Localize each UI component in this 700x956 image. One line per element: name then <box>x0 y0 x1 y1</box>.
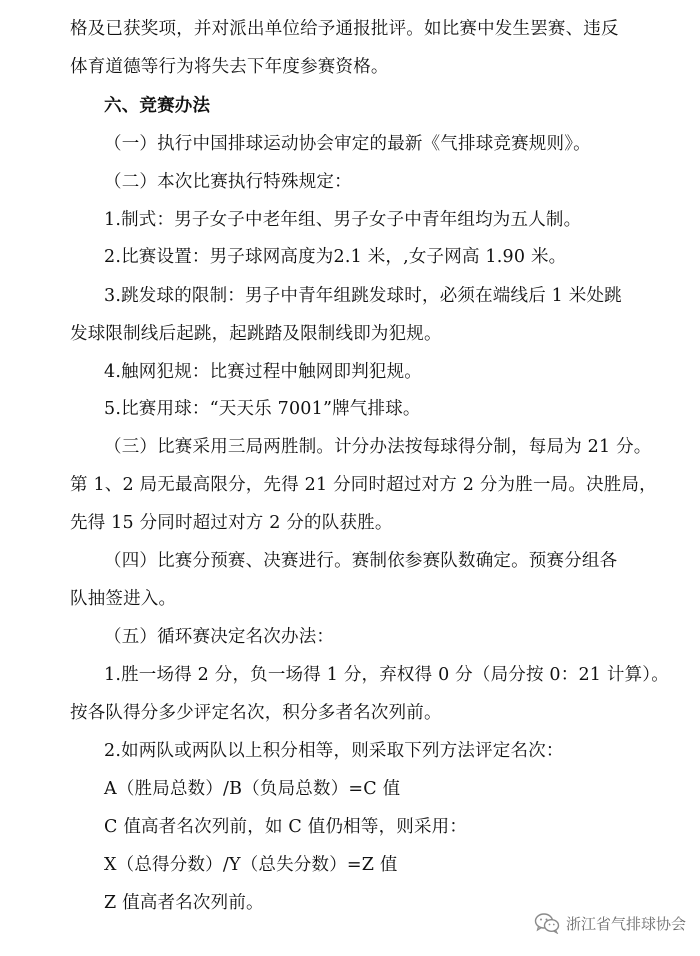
formula-line: A（胜局总数）/B（负局总数）=C 值 <box>104 779 401 799</box>
paragraph-line: C 值高者名次列前，如 C 值仍相等，则采用： <box>104 817 468 837</box>
paragraph-line: 2.如两队或两队以上积分相等，则采取下列方法评定名次： <box>104 741 564 761</box>
paragraph-line: 2.比赛设置：男子球网高度为2.1 米，,女子网高 1.90 米。 <box>104 247 567 267</box>
paragraph-line: 发球限制线后起跳，起跳踏及限制线即为犯规。 <box>70 324 442 344</box>
paragraph-line: 先得 15 分同时超过对方 2 分的队获胜。 <box>70 513 393 533</box>
paragraph-line: 队抽签进入。 <box>70 589 177 609</box>
paragraph-line: 5.比赛用球：“天天乐 7001”牌气排球。 <box>104 399 421 419</box>
paragraph-line: （五）循环赛决定名次办法： <box>104 627 335 647</box>
paragraph-line: 体育道德等行为将失去下年度参赛资格。 <box>70 57 389 77</box>
paragraph-line: （二）本次比赛执行特殊规定： <box>104 172 352 192</box>
paragraph-line: Z 值高者名次列前。 <box>104 893 264 913</box>
paragraph-line: （一）执行中国排球运动协会审定的最新《气排球竞赛规则》。 <box>104 134 591 154</box>
paragraph-line: 3.跳发球的限制：男子中青年组跳发球时，必须在端线后 1 米处跳 <box>104 286 622 306</box>
paragraph-line: 4.触网犯规：比赛过程中触网即判犯规。 <box>104 362 422 382</box>
section-heading: 六、竞赛办法 <box>104 96 211 116</box>
watermark <box>534 912 686 934</box>
wechat-icon <box>534 912 560 934</box>
paragraph-line: 格及已获奖项，并对派出单位给予通报批评。如比赛中发生罢赛、违反 <box>70 19 619 39</box>
paragraph-line: 按各队得分多少评定名次，积分多者名次列前。 <box>70 703 442 723</box>
paragraph-line: （四）比赛分预赛、决赛进行。赛制依参赛队数确定。预赛分组各 <box>104 551 618 571</box>
paragraph-line: 1.制式：男子女子中老年组、男子女子中青年组均为五人制。 <box>104 210 582 230</box>
paragraph-line: 第 1、2 局无最高限分，先得 21 分同时超过对方 2 分为胜一局。决胜局， <box>70 475 657 495</box>
paragraph-line: （三）比赛采用三局两胜制。计分办法按每球得分制，每局为 21 分。 <box>104 437 652 457</box>
formula-line: X（总得分数）/Y（总失分数）=Z 值 <box>104 855 398 875</box>
watermark-text: 浙江省气排球协会 <box>565 914 686 933</box>
paragraph-line: 1.胜一场得 2 分，负一场得 1 分，弃权得 0 分（局分按 0：21 计算）。 <box>104 665 669 685</box>
